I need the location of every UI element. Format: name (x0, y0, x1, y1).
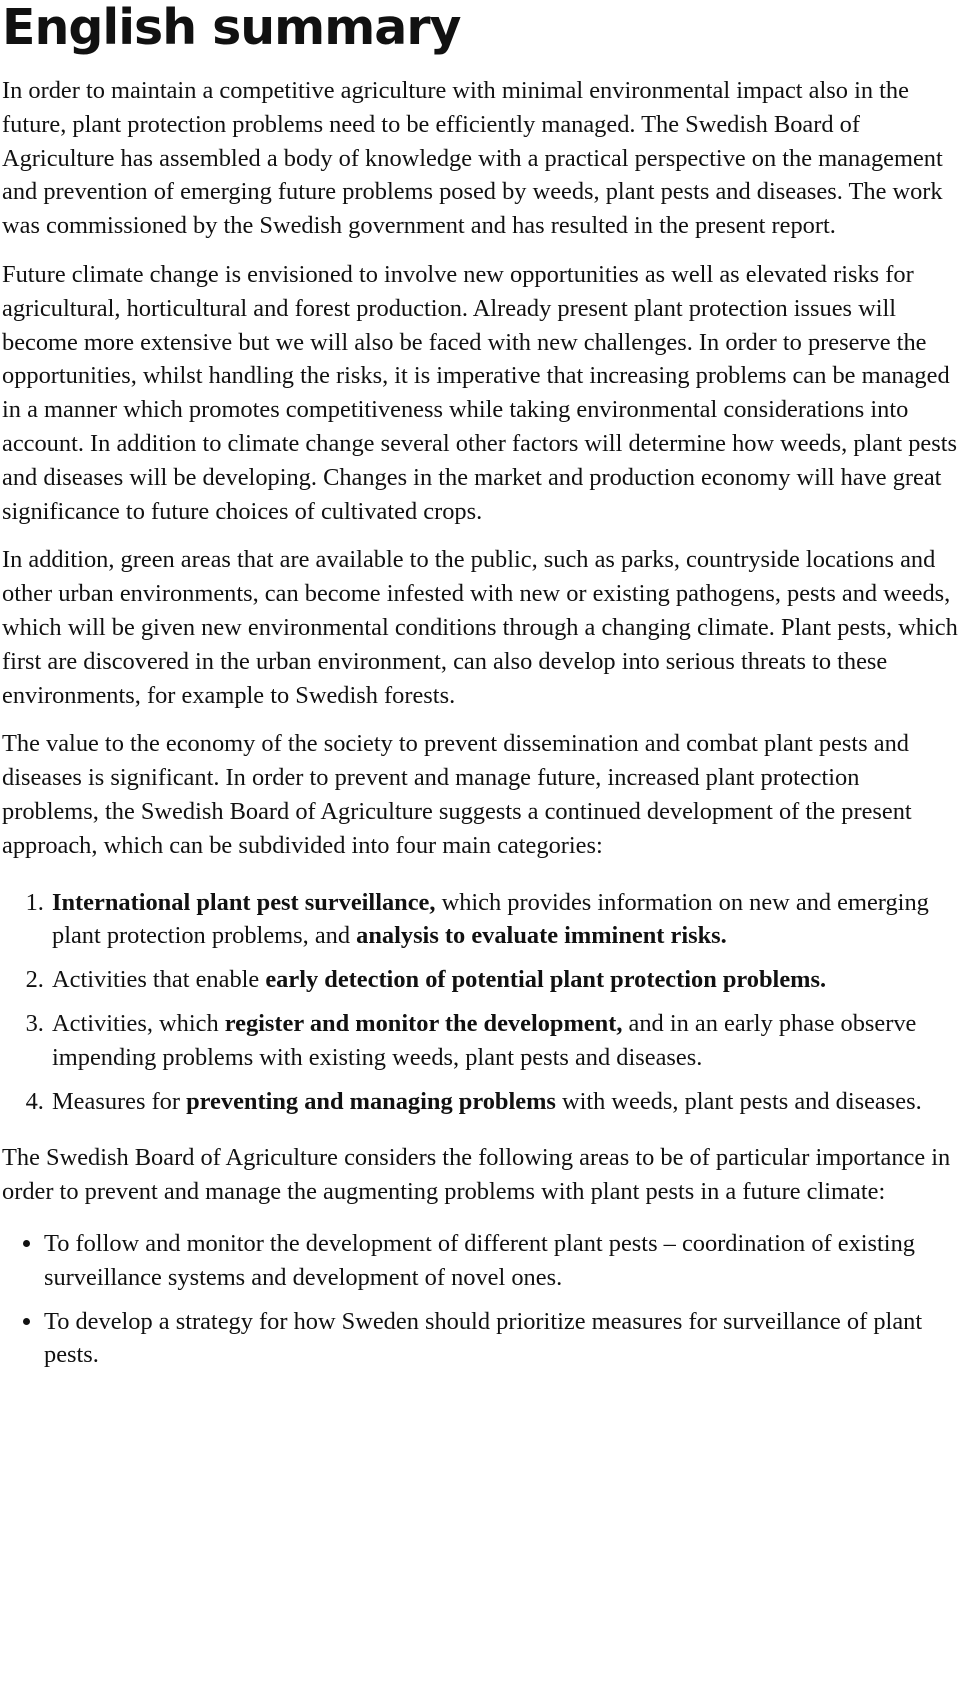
list-item-bold: early detection of potential plant protection problems. (265, 966, 827, 994)
list-item-text: Activities that enable (52, 966, 266, 994)
list-item-bold: analysis to evaluate imminent risks. (356, 922, 727, 950)
page-title: English summary (2, 0, 461, 56)
bullet-item: • To follow and monitor the development of different plant pests – coordination of existing surveillance systems and development of novel ones. (44, 1227, 958, 1295)
list-item-text: with weeds, plant pests and diseases. (555, 1087, 922, 1115)
list-item-text: and in an early phase observe impending problems with existing weeds, plant pests and diseases. (52, 1009, 917, 1071)
list-item (50, 963, 958, 997)
list-item (50, 1085, 958, 1119)
list-item-text: Activities, which (52, 1009, 225, 1037)
list-item-bold: register and monitor the development, (224, 1009, 623, 1037)
priority-areas-list (2, 1227, 958, 1372)
paragraph-intro: In order to maintain a competitive agriculture with minimal environmental impact also in the future, plant protection problems need to be efficiently managed. The Swedish Board of Agriculture has assembled a body of knowledge with a practical perspective on the management and prevention of emerging future problems posed by weeds, plant pests and diseases. The work was commissioned by the Swedish government and has resulted in the present report. (2, 77, 943, 240)
list-item (50, 1007, 958, 1075)
bullet-item: • To develop a strategy for how Sweden should prioritize measures for surveillance of plant pests. (44, 1305, 958, 1373)
list-item-text: Measures for (52, 1087, 187, 1115)
categories-list (2, 886, 958, 1119)
paragraph-climate-change: Future climate change is envisioned to involve new opportunities as well as elevated risks for agricultural, horticultural and forest production. Already present plant protection issues will become more extensive but we will also be faced with new challenges. In order to preserve the opportunities, whilst handling the risks, it is imperative that increasing problems can be managed in a manner which promotes competitiveness while taking environmental considerations into account. In addition to climate change several other factors will determine how weeds, plant pests and diseases will be developing. Changes in the market and production economy will have great significance to future choices of cultivated crops. (2, 260, 957, 525)
list-item-bold: International plant pest surveillance, (52, 888, 436, 916)
paragraph-green-areas: In addition, green areas that are available to the public, such as parks, countryside locations and other urban environments, can become infested with new or existing pathogens, pests and weeds, which will be given new environmental conditions through a changing climate. Plant pests, which first are discovered in the urban environment, can also develop into serious threats to these environments, for example to Swedish forests. (2, 546, 958, 709)
paragraph-economy-value: The value to the economy of the society to prevent dissemination and combat plant pests and diseases is significant. In order to prevent and manage future, increased plant protection problems, the Swedish Board of Agriculture suggests a continued development of the present approach, which can be subdivided into four main categories: (2, 730, 912, 859)
list-item-text: which provides information on new and emerging plant protection problems, and (52, 888, 929, 950)
list-item-bold: preventing and managing problems (186, 1087, 556, 1115)
paragraph-closing: The Swedish Board of Agriculture considers the following areas to be of particular importance in order to prevent and manage the augmenting problems with plant pests in a future climate: (2, 1144, 951, 1206)
list-item (50, 886, 958, 954)
